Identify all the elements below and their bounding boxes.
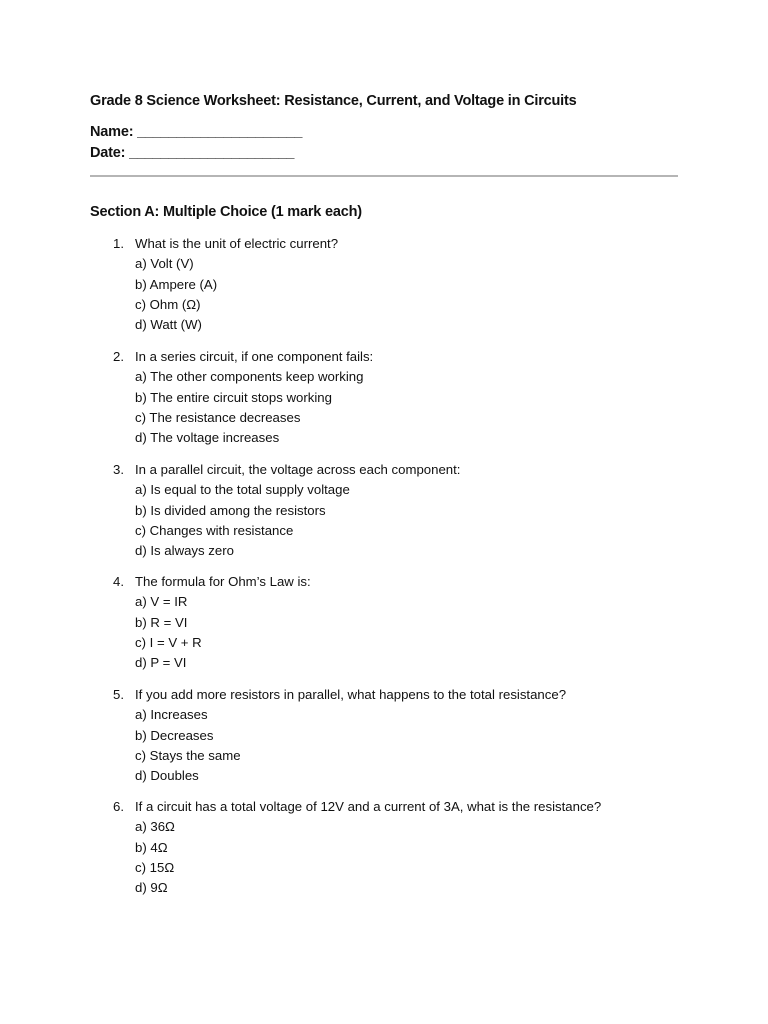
option-d: d) Is always zero: [135, 543, 234, 559]
name-field: Name: _____________________: [90, 124, 303, 140]
question-number: 1.: [113, 236, 124, 251]
option-c: c) Changes with resistance: [135, 522, 294, 538]
option-b: b) 4Ω: [135, 839, 168, 855]
worksheet-title: Grade 8 Science Worksheet: Resistance, Current, and Voltage in Circuits: [90, 93, 577, 109]
option-b: b) The entire circuit stops working: [135, 389, 332, 405]
option-b: b) R = VI: [135, 614, 188, 630]
option-c: c) The resistance decreases: [135, 409, 301, 425]
question-text: In a parallel circuit, the voltage across each component:: [135, 462, 461, 477]
option-c: c) Stays the same: [135, 747, 241, 763]
horizontal-divider: [90, 175, 678, 177]
question-number: 6.: [113, 799, 124, 814]
date-field: Date: _____________________: [90, 145, 295, 161]
question-text: If a circuit has a total voltage of 12V and a current of 3A, what is the resistance?: [135, 799, 602, 814]
option-c: c) 15Ω: [135, 859, 175, 875]
option-a: a) Is equal to the total supply voltage: [135, 482, 350, 498]
option-d: d) The voltage increases: [135, 430, 280, 446]
question-number: 4.: [113, 574, 124, 589]
option-d: d) Watt (W): [135, 317, 202, 333]
question-text: In a series circuit, if one component fails:: [135, 349, 374, 364]
option-a: a) Increases: [135, 707, 208, 723]
option-d: d) P = VI: [135, 655, 187, 671]
option-a: a) The other components keep working: [135, 369, 364, 385]
question-number: 3.: [113, 462, 124, 477]
question-text: The formula for Ohm’s Law is:: [135, 574, 311, 589]
option-b: b) Decreases: [135, 727, 214, 743]
option-d: d) 9Ω: [135, 880, 168, 896]
question-number: 2.: [113, 349, 124, 364]
option-a: a) V = IR: [135, 594, 188, 610]
option-c: c) Ohm (Ω): [135, 296, 201, 312]
option-a: a) 36Ω: [135, 819, 175, 835]
question-number: 5.: [113, 687, 124, 702]
option-c: c) I = V + R: [135, 634, 202, 650]
section-a-heading: Section A: Multiple Choice (1 mark each): [90, 204, 362, 220]
question-text: If you add more resistors in parallel, what happens to the total resistance?: [135, 687, 567, 702]
option-a: a) Volt (V): [135, 256, 194, 272]
option-b: b) Is divided among the resistors: [135, 502, 326, 518]
question-text: What is the unit of electric current?: [135, 236, 339, 251]
option-b: b) Ampere (A): [135, 276, 218, 292]
option-d: d) Doubles: [135, 768, 199, 784]
